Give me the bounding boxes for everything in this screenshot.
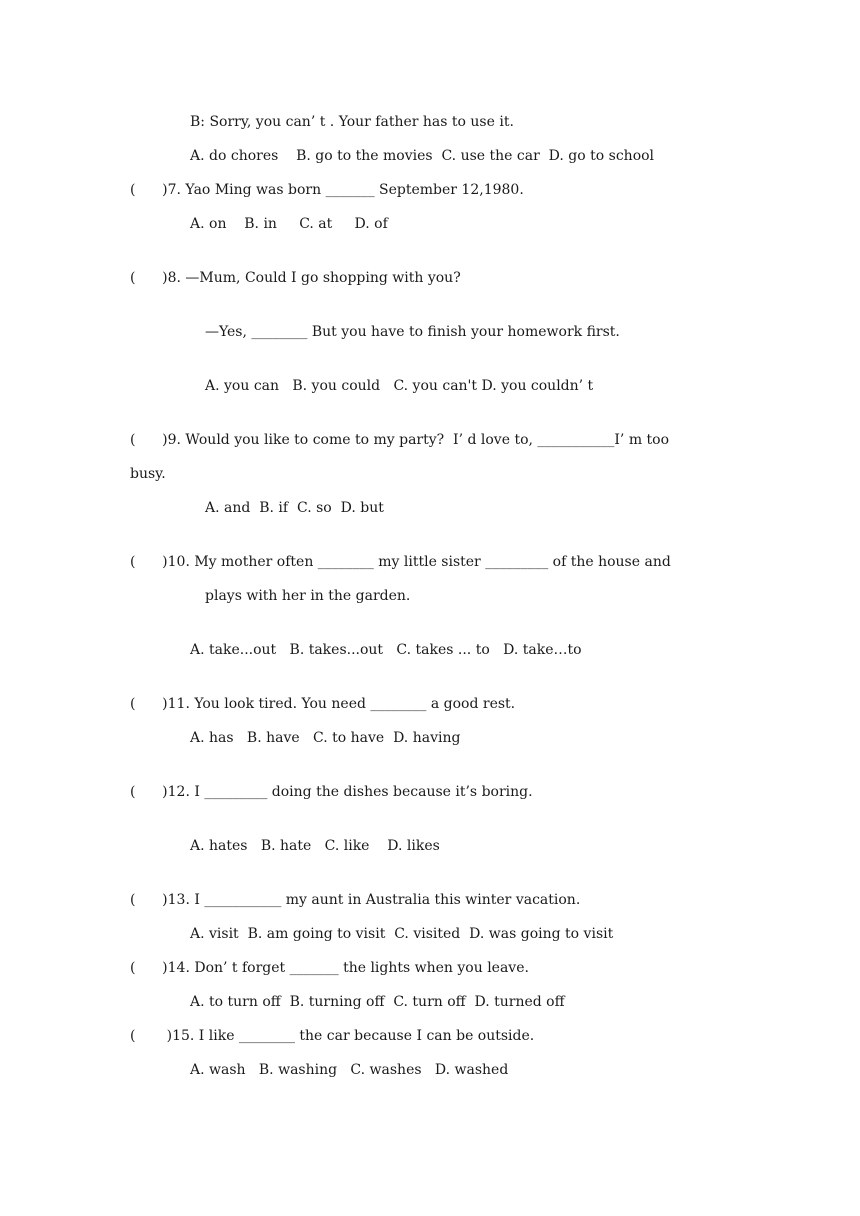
options-line: A. on B. in C. at D. of — [190, 216, 388, 232]
question-line: ( )10. My mother often ________ my little sister _________ of the house and — [130, 554, 671, 570]
options-line: A. hates B. hate C. like D. likes — [190, 838, 440, 854]
options-line: A. wash B. washing C. washes D. washed — [190, 1062, 509, 1078]
question-line: ( )8. —Mum, Could I go shopping with you? — [130, 270, 461, 286]
question-line: ( )12. I _________ doing the dishes because it’s boring. — [130, 784, 533, 800]
question-line: ( )7. Yao Ming was born _______ September 12,1980. — [130, 182, 524, 198]
options-line: A. visit B. am going to visit C. visited D. was going to visit — [190, 926, 614, 942]
question-line: ( )9. Would you like to come to my party? I’ d love to, ___________I’ m too — [130, 432, 670, 448]
question-line: ( )13. I ___________ my aunt in Australia this winter vacation. — [130, 892, 581, 908]
text-line: busy. — [130, 466, 166, 482]
text-line: —Yes, ________ But you have to finish your homework first. — [205, 324, 620, 340]
options-line: A. take...out B. takes...out C. takes ... to D. take…to — [190, 642, 582, 658]
question-line: ( )15. I like ________ the car because I can be outside. — [130, 1028, 535, 1044]
text-line: plays with her in the garden. — [205, 588, 411, 604]
question-line: ( )14. Don’ t forget _______ the lights when you leave. — [130, 960, 529, 976]
options-line: A. you can B. you could C. you can't D. you couldn’ t — [205, 378, 594, 394]
options-line: A. has B. have C. to have D. having — [190, 730, 461, 746]
options-line: A. do chores B. go to the movies C. use the car D. go to school — [190, 148, 655, 164]
options-line: A. to turn off B. turning off C. turn off D. turned off — [190, 994, 565, 1010]
options-line: A. and B. if C. so D. but — [205, 500, 384, 516]
question-line: ( )11. You look tired. You need ________ a good rest. — [130, 696, 516, 712]
text-line: B: Sorry, you can’ t . Your father has to use it. — [190, 114, 514, 130]
